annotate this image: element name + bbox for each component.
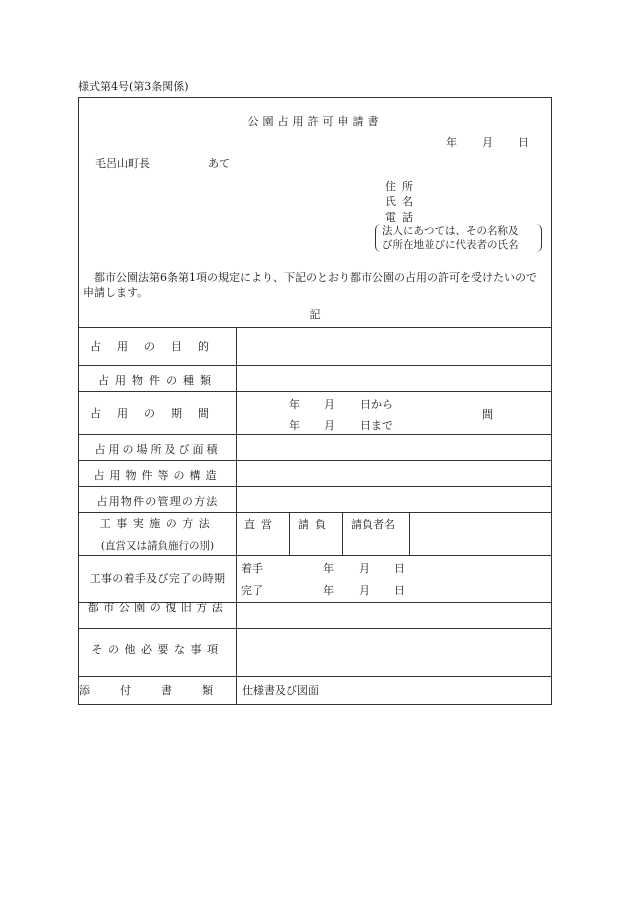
schedule-end-year: 年 [323,584,334,597]
method-contract-option: 請負 [298,518,332,531]
method-contractor-name-label: 請負者名 [351,518,395,531]
addressee-name: 毛呂山町長 [95,157,150,170]
applicant-address-label: 住所 [385,180,419,193]
row-label-attachments: 添付書類 [79,684,243,697]
row-divider [79,486,551,487]
method-direct-option: 直営 [244,518,278,531]
period-to-day: 日まで [360,419,393,432]
row-label-other: その他必要な事項 [91,643,224,656]
period-between: 間 [482,408,493,421]
row-divider [79,676,551,677]
row-divider [79,555,551,556]
form-code: 様式第4号(第3条関係) [78,80,189,93]
application-form [78,97,552,705]
period-from-month: 月 [324,398,335,411]
row-label-method: 工事実施の方法 [99,517,216,530]
row-label-structure: 占用物件等の構造 [93,469,222,482]
corporate-note-line2: び所在地並びに代表者の氏名 [382,239,519,251]
request-statement: 都市公園法第6条第1項の規定により、下記のとおり都市公園の占用の許可を受けたいので申請します。 [83,271,537,299]
row-divider [79,391,551,392]
addressee-suffix: あて [208,157,230,170]
schedule-start-day: 日 [394,562,405,575]
row-label-management: 占用物件の管理の方法 [96,495,219,508]
schedule-end-label: 完了 [241,584,263,597]
row-divider [79,460,551,461]
date-month-label: 月 [482,136,493,149]
row-label-period: 占用の期間 [90,407,225,420]
label-column-divider [236,327,237,704]
row-label-place: 占用の場所及び面積 [94,443,221,456]
schedule-end-month: 月 [359,584,370,597]
corporate-note-line1: 法人にあつては、その名称及 [382,225,519,237]
table-top-border [79,327,551,328]
ki-mark: 記 [309,308,321,321]
form-title: 公園占用許可申請書 [247,115,383,128]
schedule-start-month: 月 [359,562,370,575]
attachments-value: 仕様書及び図面 [242,684,319,697]
period-to-month: 月 [324,419,335,432]
method-divider-1 [289,512,290,555]
row-label-purpose: 占用の目的 [90,340,225,353]
applicant-name-label: 氏名 [385,195,419,208]
period-from-year: 年 [289,398,300,411]
schedule-start-year: 年 [323,562,334,575]
period-to-year: 年 [289,419,300,432]
applicant-phone-label: 電話 [385,211,419,224]
row-label-start-end: 工事の着手及び完了の時期 [89,572,226,585]
row-label-restore: 都市公園の復旧方法 [87,601,228,614]
period-from-day: 日から [360,398,393,411]
row-divider [79,434,551,435]
row-divider [79,628,551,629]
row-label-kind: 占用物件の種類 [98,374,217,387]
method-divider-3 [409,512,410,555]
schedule-start-label: 着手 [241,562,263,575]
row-divider [79,512,551,513]
method-divider-2 [342,512,343,555]
date-year-label: 年 [446,136,457,149]
row-divider [79,365,551,366]
date-day-label: 日 [518,136,529,149]
row-label-method-note: (直営又は請負施行の別) [100,540,215,552]
schedule-end-day: 日 [394,584,405,597]
